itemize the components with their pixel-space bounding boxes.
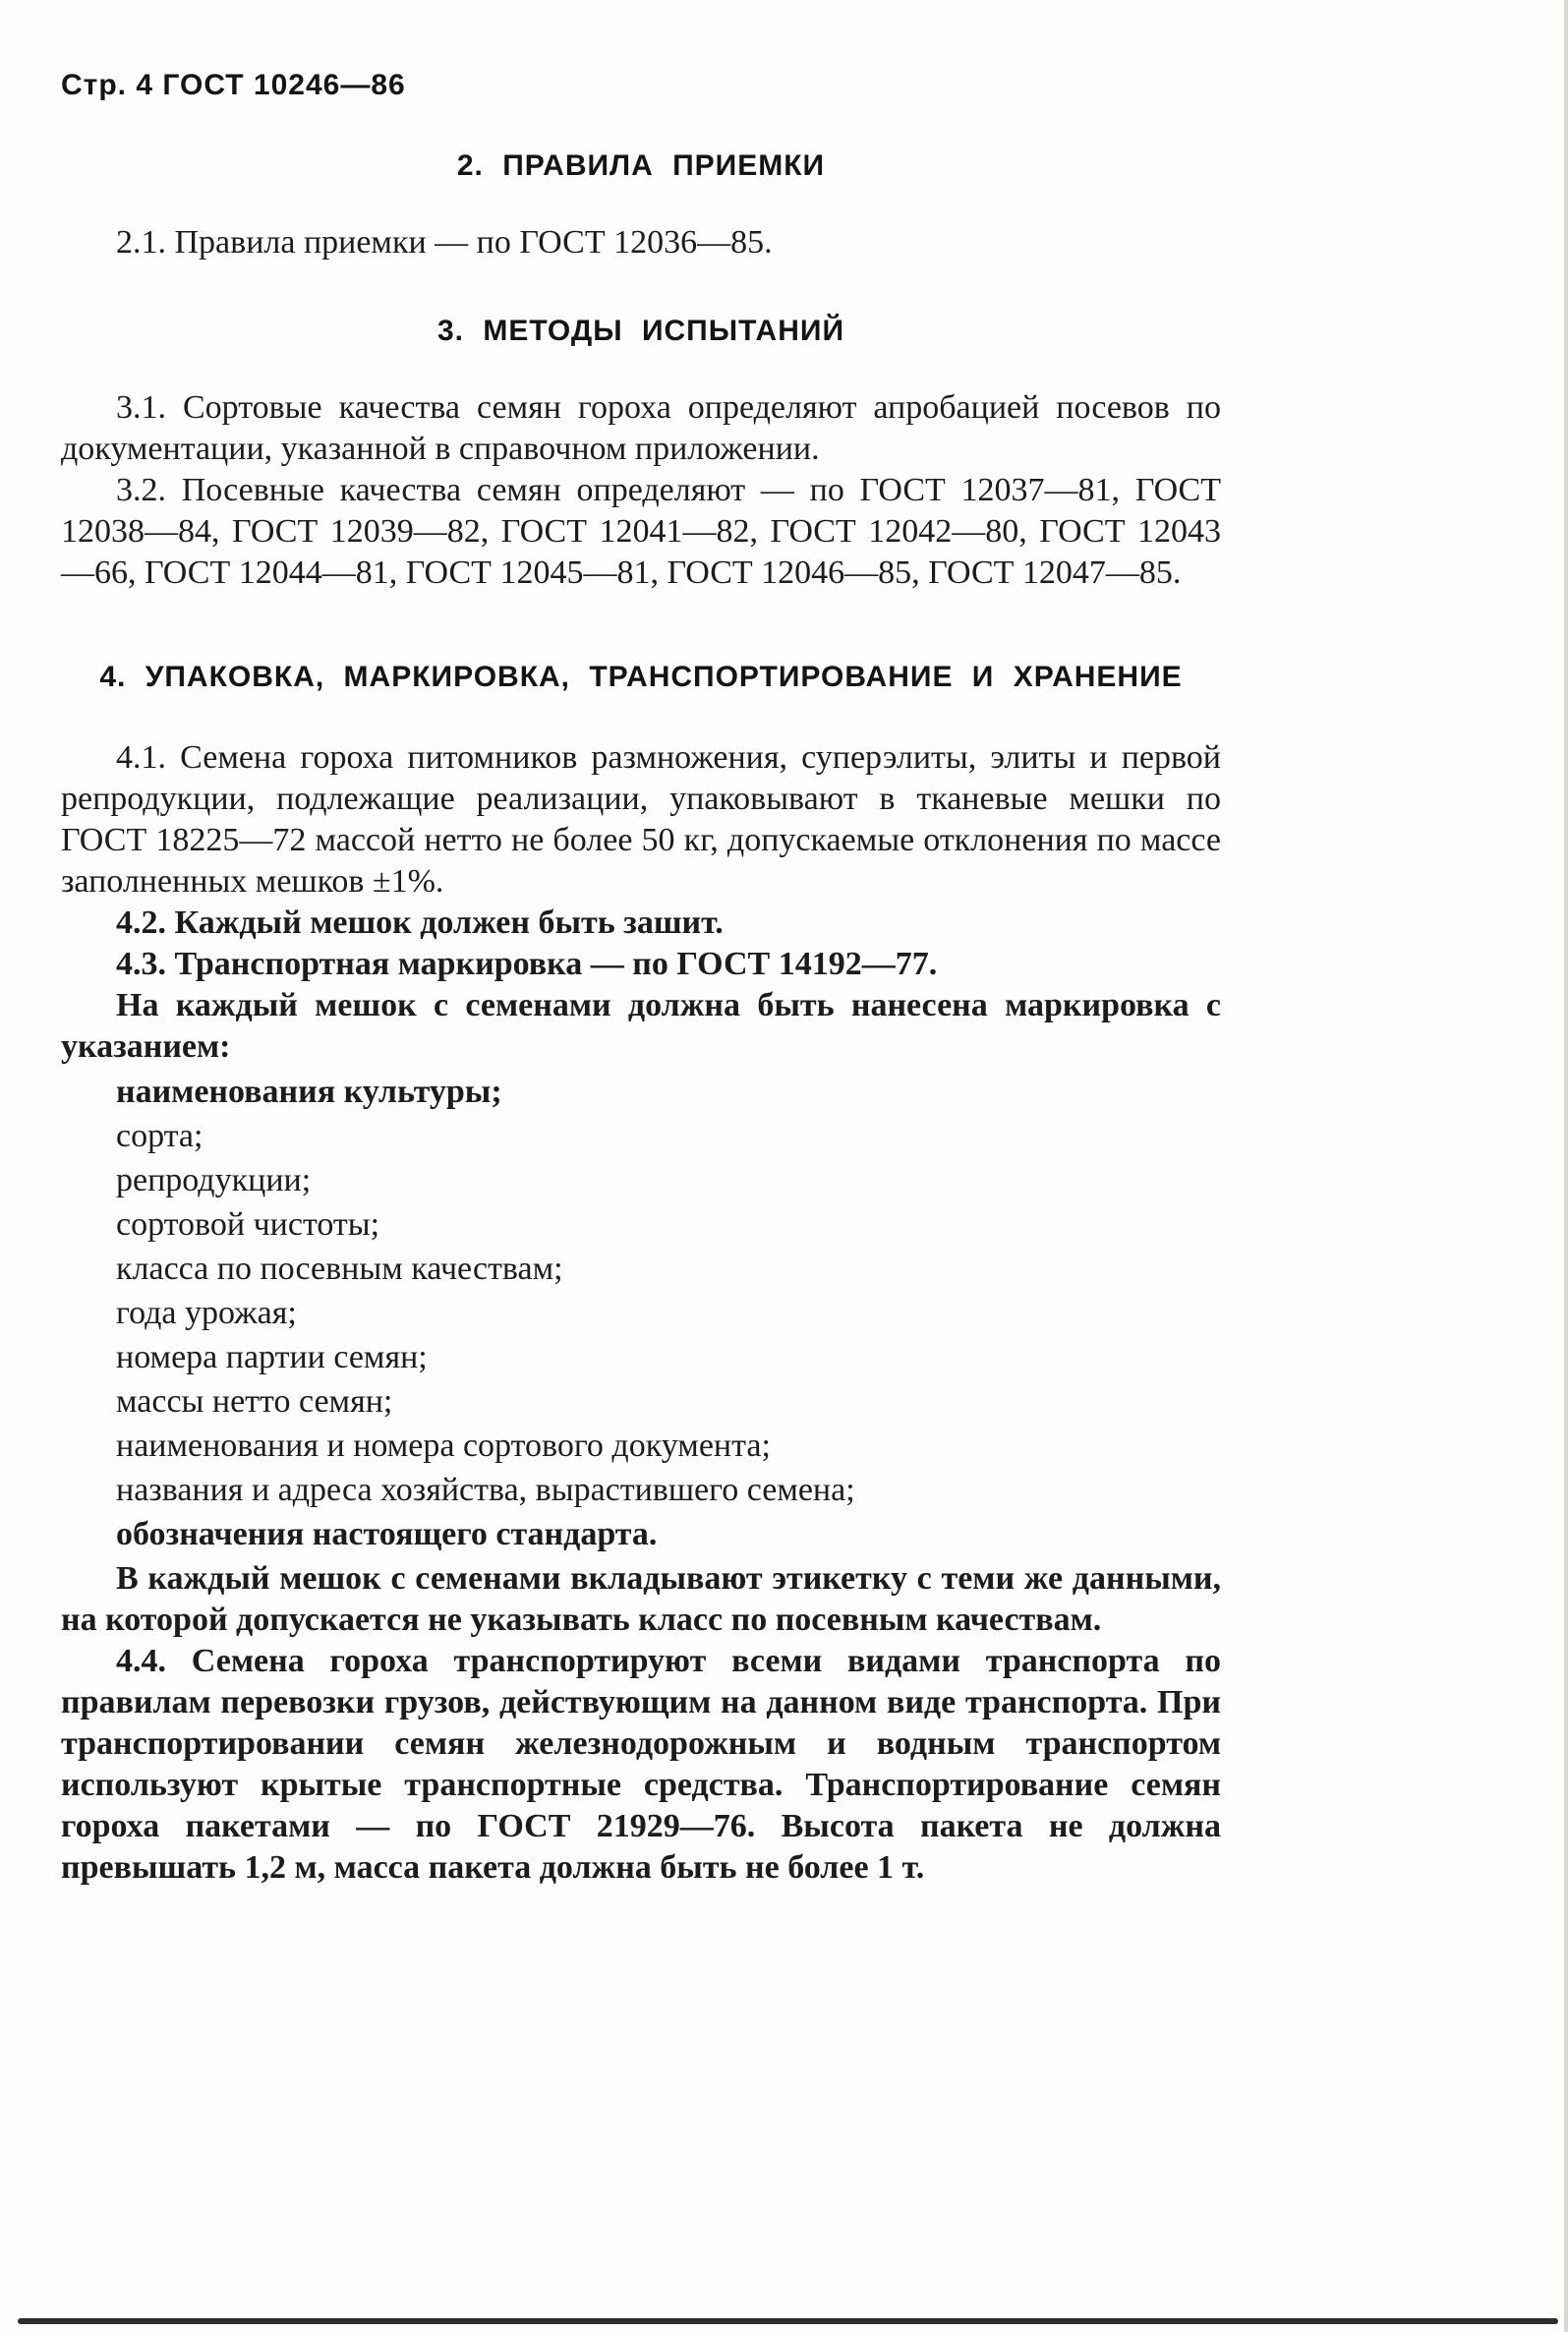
marking-item: обозначения настоящего стандарта. — [116, 1516, 658, 1552]
marking-item: наименования культуры; — [116, 1074, 502, 1110]
marking-item: названия и адреса хозяйства, вырастившего семена; — [116, 1472, 855, 1508]
scan-edge-bottom — [18, 2318, 1558, 2324]
marking-list — [61, 1070, 1221, 1556]
para-4-1: 4.1. Семена гороха питомников размножения, суперэлиты, элиты и первой репродукции, подлежащие реализации, упаковывают в тканевые мешки по ГОСТ 18225—72 массой нетто не более 50 кг, допускаемые отклонения по массе заполненных мешков ±1%. — [61, 739, 1221, 900]
para-2-1: 2.1. Правила приемки — по ГОСТ 12036—85. — [116, 224, 773, 261]
para-4-2: 4.2. Каждый мешок должен быть зашит. — [116, 904, 724, 941]
section-2-heading: 2. ПРАВИЛА ПРИЕМКИ — [456, 149, 826, 182]
marking-item: сортовой чистоты; — [116, 1206, 380, 1243]
para-marking-intro: На каждый мешок с семенами должна быть нанесена маркировка с указанием: — [61, 987, 1221, 1065]
para-3-1: 3.1. Сортовые качества семян гороха определяют апробацией посевов по документации, указанной в справочном приложении. — [61, 389, 1221, 467]
para-4-4: 4.4. Семена гороха транспортируют всеми видами транспорта по правилам перевозки грузов, действующим на данном виде транспорта. При транспортировании семян железнодорожным и водным транспортом используют крытые транспортные средства. Транспортирование семян гороха пакетами — по ГОСТ 21929—76. Высота пакета не должна превышать 1,2 м, масса пакета должна быть не более 1 т. — [61, 1643, 1221, 1886]
para-label-note: В каждый мешок с семенами вкладывают этикетку с теми же данными, на которой допускается не указывать класс по посевным качествам. — [61, 1560, 1221, 1638]
marking-item: репродукции; — [116, 1162, 312, 1198]
section-3-heading: 3. МЕТОДЫ ИСПЫТАНИЙ — [437, 315, 844, 347]
marking-item: класса по посевным качествам; — [116, 1251, 563, 1287]
para-4-3: 4.3. Транспортная маркировка — по ГОСТ 14192—77. — [116, 946, 938, 982]
page-header: Стр. 4 ГОСТ 10246—86 — [61, 69, 406, 101]
section-4-heading: 4. УПАКОВКА, МАРКИРОВКА, ТРАНСПОРТИРОВАНИЕ И ХРАНЕНИЕ — [99, 661, 1183, 693]
marking-item: года урожая; — [116, 1295, 297, 1331]
marking-item: массы нетто семян; — [116, 1383, 393, 1420]
marking-item: сорта; — [116, 1118, 203, 1154]
para-3-2: 3.2. Посевные качества семян определяют — по ГОСТ 12037—81, ГОСТ 12038—84, ГОСТ 12039—82, ГОСТ 12041—82, ГОСТ 12042—80, ГОСТ 12043—66, ГОСТ 12044—81, ГОСТ 12045—81, ГОСТ 12046—85, ГОСТ 12047—85. — [61, 472, 1221, 591]
marking-item: номера партии семян; — [116, 1339, 428, 1375]
marking-item: наименования и номера сортового документа; — [116, 1428, 771, 1464]
scan-edge-right — [1564, 0, 1568, 2332]
page-content — [61, 69, 1221, 1889]
